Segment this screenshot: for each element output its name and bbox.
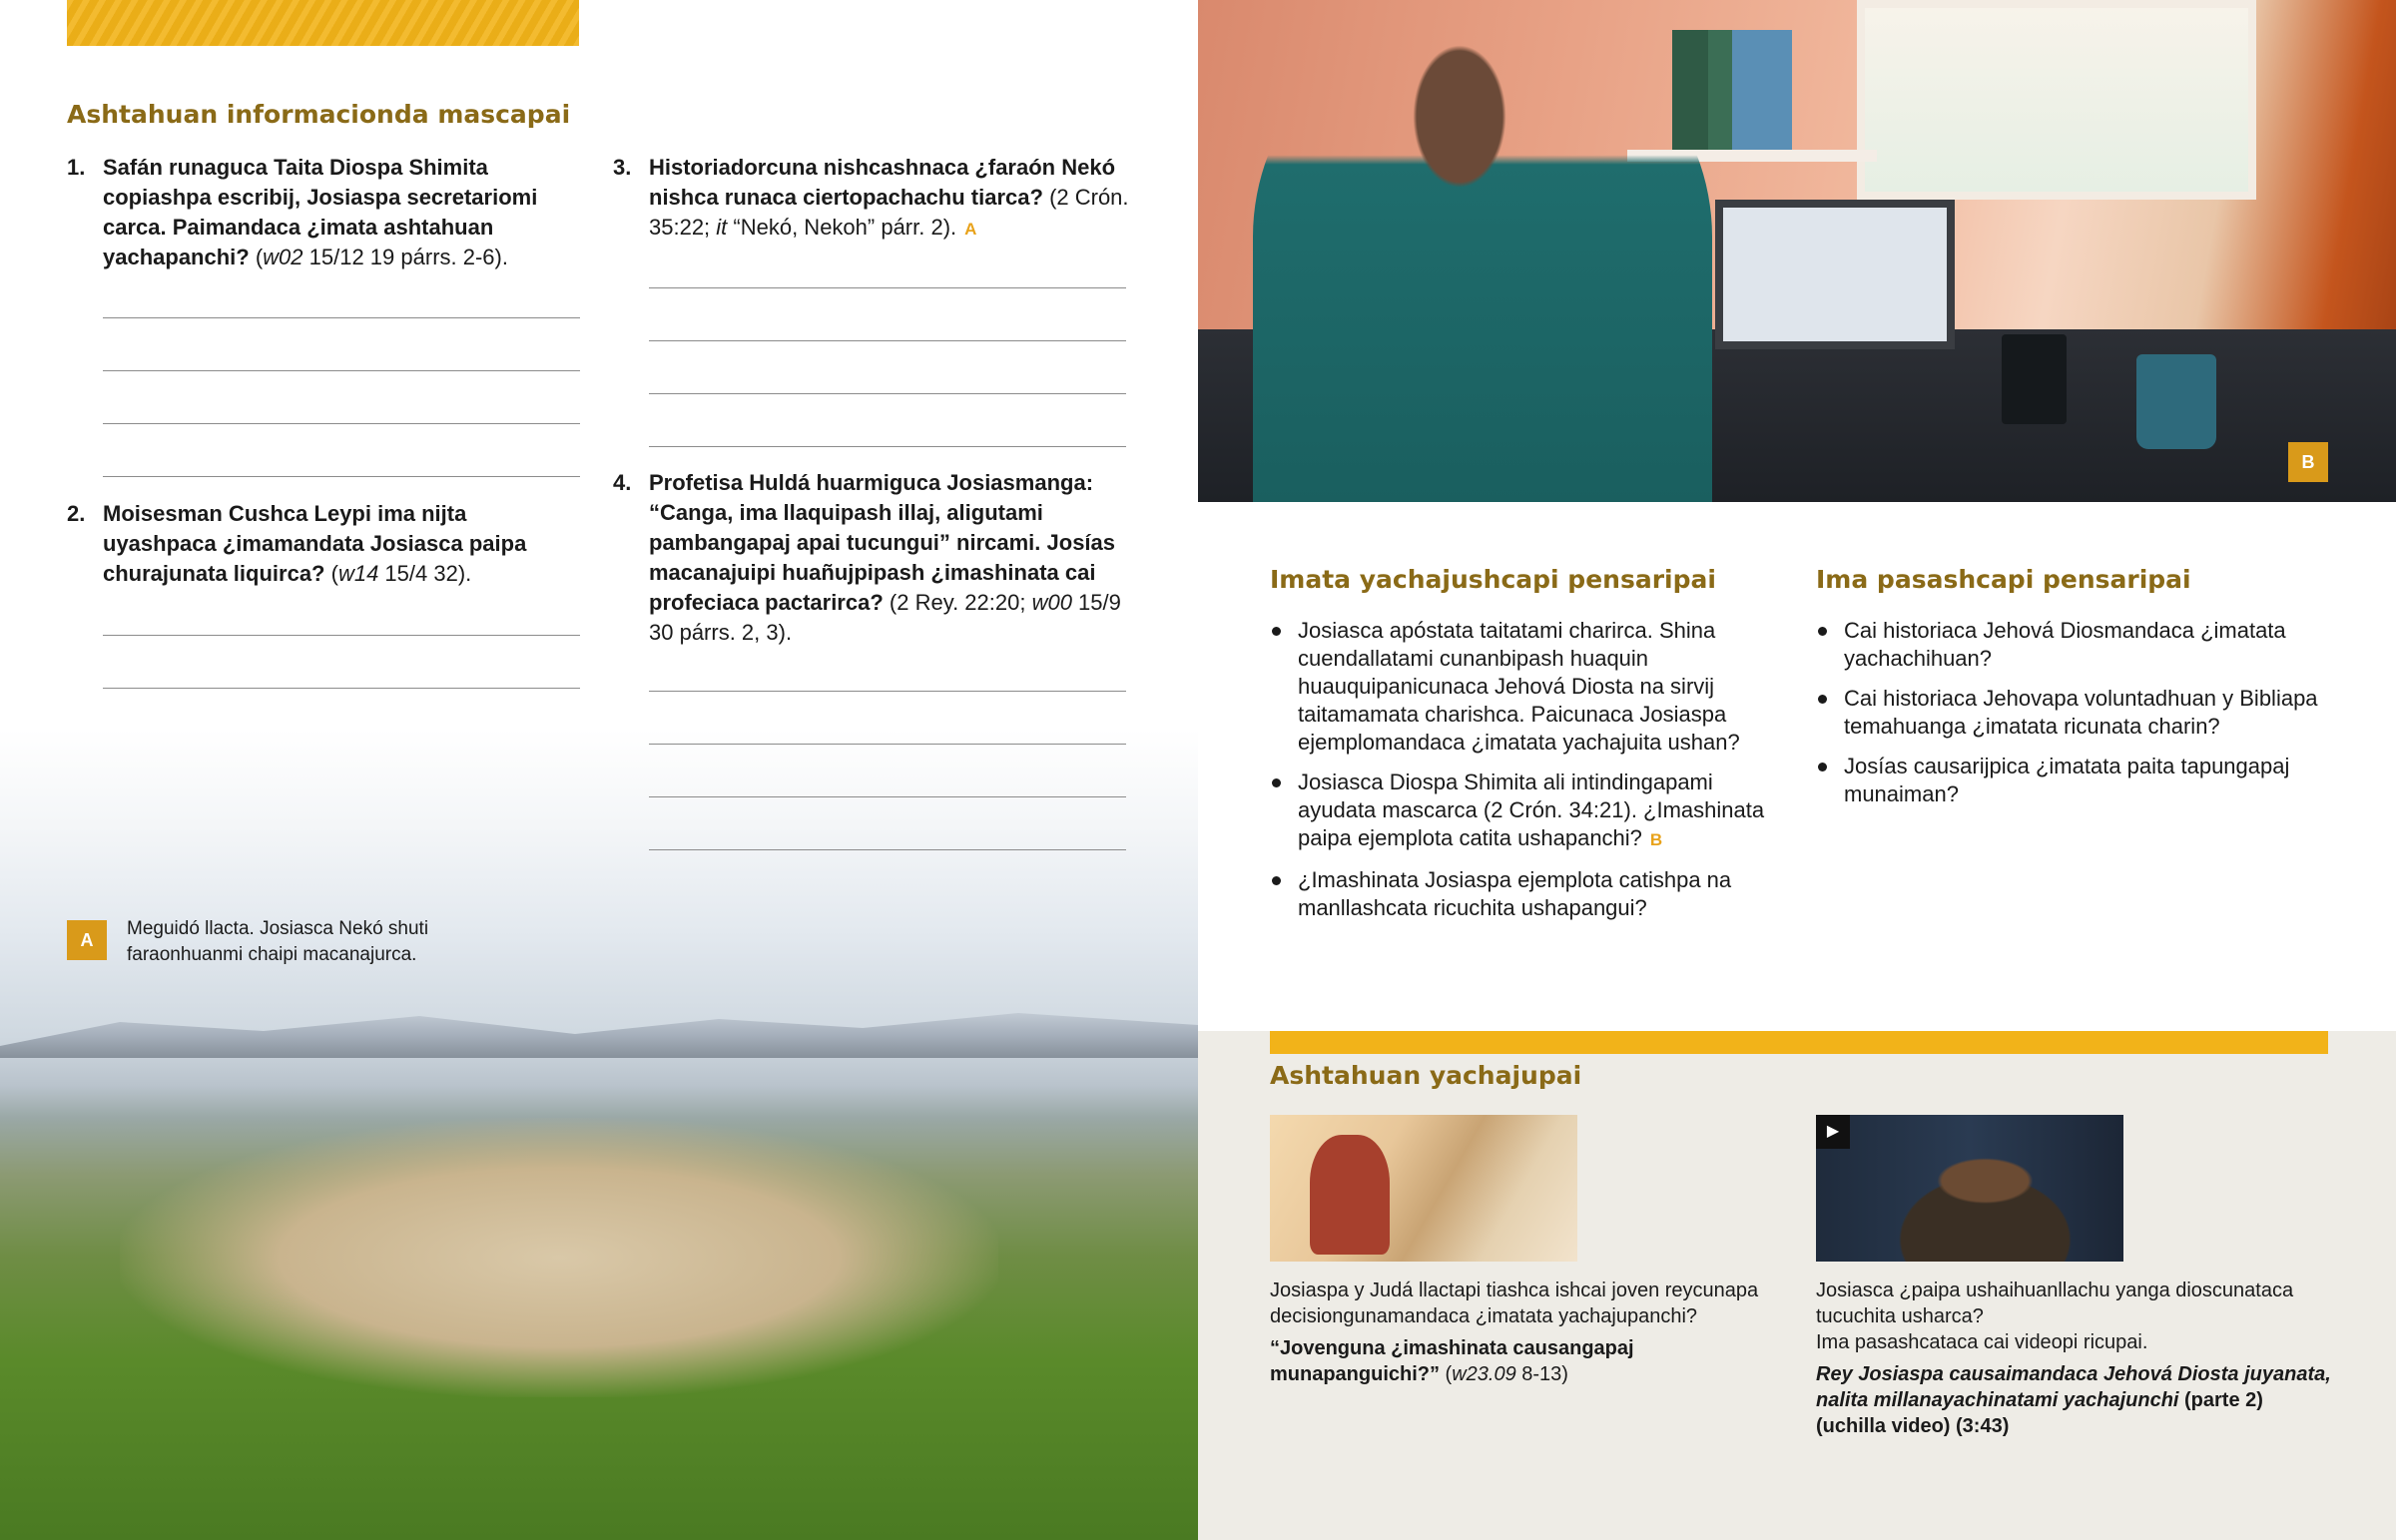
answer-lines-1[interactable] — [103, 265, 580, 477]
image-marker-b: B — [1649, 830, 1663, 849]
question-number: 3. — [613, 155, 632, 180]
past-list — [1816, 617, 2335, 820]
mug — [2136, 354, 2216, 449]
question-1 — [67, 153, 581, 272]
ref-post: 15/12 19 párrs. 2-6). — [302, 245, 508, 269]
list-item-text: Josiasca apóstata taitatami charirca. Shina cuendallatami cunanbipash huaquin huauquipanicunaca Jehová Diosta na sirvij taitamamata charishca. Paicunaca Josiaspa ejemplomandaca ¿imatata yachajuita ushan? — [1298, 618, 1740, 755]
pen-holder — [2002, 334, 2067, 424]
article-thumbnail[interactable] — [1270, 1115, 1577, 1262]
list-item-text: Cai historiaca Jehovapa voluntadhuan y Bibliapa temahuanga ¿imatata ricunata charin? — [1844, 686, 2318, 739]
question-text: Moisesman Cushca Leypi ima nijta uyashpaca ¿imamandata Josiasca paipa churajunata liquirca? — [103, 501, 527, 586]
play-icon[interactable]: ▶ — [1816, 1115, 1850, 1149]
caption-badge-a: A — [67, 920, 107, 960]
ref-post: 15/9 30 párrs. 2, 3). — [649, 590, 1121, 645]
caption-text: Meguidó llacta. Josiasca Nekó shuti faraonhuanmi chaipi macanajurca. — [127, 918, 429, 965]
question-text: Safán runaguca Taita Diospa Shimita copiashpa escribij, Josiaspa secretariomi carca. Paimandaca ¿imata ashtahuan yachapanchi? — [103, 155, 538, 269]
answer-lines-3[interactable] — [649, 236, 1126, 447]
student-figure — [1253, 20, 1712, 502]
section-title-learn-more: Ashtahuan yachajupai — [1270, 1061, 1582, 1090]
ref-italic: w14 — [337, 561, 379, 586]
list-item — [1816, 753, 2335, 808]
list-item-text: Cai historiaca Jehová Diosmandaca ¿imatata yachachihuan? — [1844, 618, 2286, 671]
caption-text: Josiasca ¿paipa ushaihuanllachu yanga dioscunataca tucuchita usharca? — [1816, 1280, 2294, 1327]
tell-ruins — [120, 1118, 998, 1397]
video-thumbnail[interactable] — [1816, 1115, 2123, 1262]
ref-italic: w23.09 — [1452, 1363, 1516, 1385]
ref-italic: w00 — [1031, 590, 1072, 615]
ref-italic: it — [716, 215, 728, 240]
question-2 — [67, 499, 581, 589]
ref-pre: ( — [1440, 1363, 1453, 1385]
list-item — [1816, 617, 2335, 673]
section-title-reflect: Imata yachajushcapi pensaripai — [1270, 565, 1716, 594]
video-title[interactable]: Rey Josiaspa causaimandaca Jehová Diosta juyanata, nalita millanayachinatami yachajunchi — [1816, 1363, 2331, 1411]
list-item — [1270, 617, 1789, 757]
video-meta: (parte 2) (uchilla video) (3:43) — [1816, 1389, 2263, 1437]
caption-text: Ima pasashcataca cai videopi ricupai. — [1816, 1331, 2148, 1353]
accent-strip — [1270, 1031, 2328, 1054]
books — [1672, 30, 1792, 150]
ref-pre: ( — [330, 561, 338, 586]
question-3 — [613, 153, 1132, 245]
ref-pre: (2 Rey. 22:20; — [889, 590, 1032, 615]
list-item-text: Josiasca Diospa Shimita ali intindingapami ayudata mascarca (2 Crón. 34:21). ¿Imashinata paipa ejemplota catita ushapanchi? — [1298, 770, 1765, 850]
question-4 — [613, 468, 1132, 648]
badge-label: B — [2288, 442, 2328, 482]
ref-pre: ( — [255, 245, 264, 269]
list-item — [1816, 685, 2335, 741]
video-link[interactable] — [1816, 1361, 2335, 1439]
answer-lines-4[interactable] — [649, 639, 1126, 850]
section-title-more-info: Ashtahuan informacionda mascapai — [67, 100, 571, 129]
list-item-text: ¿Imashinata Josiaspa ejemplota catishpa na manllashcata ricuchita ushapangui? — [1298, 867, 1732, 920]
laptop — [1715, 200, 1955, 349]
warrior-figure — [1310, 1135, 1390, 1255]
article-caption — [1270, 1278, 1779, 1387]
article-link[interactable] — [1270, 1335, 1779, 1387]
top-accent-bar — [67, 0, 579, 46]
window — [1857, 0, 2256, 200]
ref-post: “Nekó, Nekoh” párr. 2). — [727, 215, 957, 240]
ref-pre: (2 Crón. 35:22; — [649, 185, 1129, 240]
ref-post: 15/4 32). — [378, 561, 472, 586]
photo-badge-b — [2288, 442, 2328, 482]
list-item — [1270, 769, 1789, 854]
question-number: 4. — [613, 470, 632, 495]
ref-italic: w02 — [263, 245, 303, 269]
question-text: Profetisa Huldá huarmiguca Josiasmanga: “Canga, ima llaquipash illaj, aligutami pambangapaj apai tucungui” nircami. Josías macanajuipi huañujpipash ¿imashinata cai profeciaca pactarirca? — [649, 470, 1116, 615]
question-text: Historiadorcuna nishcashnaca ¿faraón Nekó nishca runaca ciertopachachu tiarca? — [649, 155, 1116, 210]
question-number: 1. — [67, 155, 86, 180]
image-marker-a: A — [964, 220, 977, 239]
article-title[interactable]: “Jovenguna ¿imashinata causangapaj munapanguichi?” — [1270, 1337, 1634, 1385]
ref-post: 8-13) — [1515, 1363, 1568, 1385]
section-title-past: Ima pasashcapi pensaripai — [1816, 565, 2191, 594]
reflect-list — [1270, 617, 1789, 934]
video-caption — [1816, 1278, 2335, 1439]
list-item — [1270, 866, 1789, 922]
question-number: 2. — [67, 501, 86, 526]
caption-text: Josiaspa y Judá llactapi tiashca ishcai joven reycunapa decisiongunamandaca ¿imatata yachajupanchi? — [1270, 1280, 1759, 1327]
image-caption-a — [67, 918, 586, 965]
list-item-text: Josías causarijpica ¿imatata paita tapungapaj munaiman? — [1844, 754, 2290, 806]
